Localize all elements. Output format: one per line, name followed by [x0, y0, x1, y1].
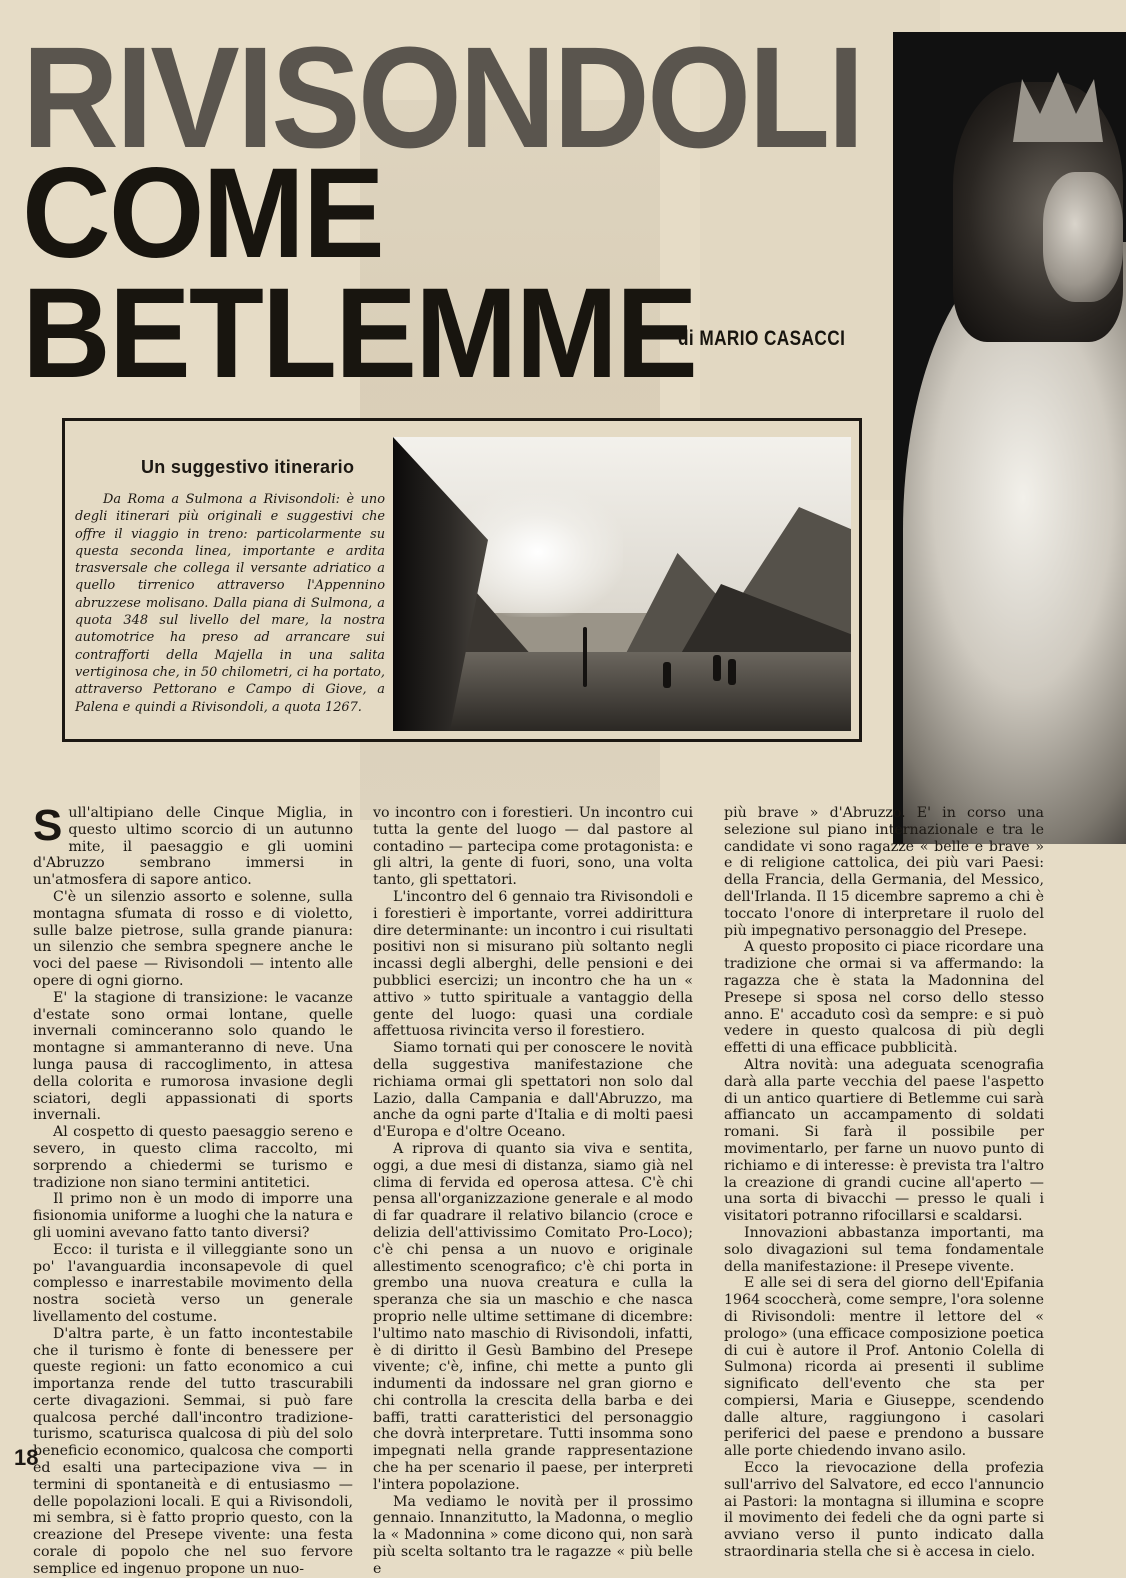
photo-king-costume — [893, 32, 1126, 844]
photo-person — [728, 659, 736, 685]
paragraph: D'altra parte, è un fatto incontestabile che il turismo è fonte di benessere per queste regioni: un fatto economico a cui importanza rende del tutto trascurabili certe divagazioni. Semmai, si può fare qualcosa perché dall'incontro tradizione-turismo, scaturisca qualcosa di più del solo beneficio economico, qualcosa che comporti ed esalti una partecipazione viva — in termini di spontaneità e di entusiasmo — delle popolazioni locali. E qui a Rivisondoli, mi sembra, si è fatto proprio questo, con la creazione del Presepe vivente: una festa corale di popolo che nel suo fervore semplice ed ingenuo propone un nuo- — [33, 1325, 353, 1577]
paragraph: Altra novità: una adeguata scenografia darà alla parte vecchia del paese l'aspetto di un antico quartiere di Betlemme cui sarà affiancato un accampamento di soldati romani. Si farà il possibile per movimentarlo, per farne un nuovo punto di richiamo e di interesse: è prevista tra l'altro la creazione di grandi cucine all'aperto — una sorta di bivacchi — presso le quali i visitatori potranno rifocillarsi e scaldarsi. — [724, 1056, 1044, 1225]
page-number: 18 — [14, 1445, 39, 1470]
article-column-3 — [724, 805, 1044, 1561]
photo-face-shape — [1043, 172, 1123, 302]
paragraph — [33, 801, 353, 889]
article-column-1 — [33, 801, 353, 1578]
paragraph: Innovazioni abbastanza importanti, ma solo divagazioni sul tema fondamentale della manifestazione: il Presepe vivente. — [724, 1224, 1044, 1275]
headline-betlemme: BETLEMME — [22, 262, 697, 405]
inset-box — [62, 418, 862, 742]
paragraph: Al cospetto di questo paesaggio sereno e severo, in questo clima raccolto, mi sorprendo a chiedermi se turismo e tradizione non siano termini antitetici. — [33, 1124, 353, 1191]
paragraph: Ma vediamo le novità per il prossimo gennaio. Innanzitutto, la Madonna, o meglio la « Madonnina » come dicono qui, non sarà più scelta soltanto tra le ragazze « più belle e — [373, 1493, 693, 1577]
byline: di MARIO CASACCI — [678, 327, 846, 350]
drop-cap: S — [33, 801, 63, 850]
photo-train-mountains — [393, 437, 851, 731]
inset-heading: Un suggestivo itinerario — [141, 457, 355, 477]
paragraph: L'incontro del 6 gennaio tra Rivisondoli e i forestieri è importante, vorrei addirittura dire determinante: un incontro i cui risultati positivi non si misurano più soltanto negli incassi degli alberghi, delle pensioni e dei pubblici esercizi; un incontro che ha un « attivo » tutto spirituale a vantaggio della gente del luogo: quasi una cordiale affettuosa rivincita verso il forestiero. — [373, 888, 693, 1040]
paragraph: Ecco la rievocazione della profezia sull'arrivo del Salvatore, ed ecco l'annuncio ai Pastori: la montagna si illumina e scopre il movimento dei fedeli che da ogni parte si avviano verso il punto indicato dalla straordinaria stella che si è accesa in cielo. — [724, 1460, 1044, 1561]
paragraph: E' la stagione di transizione: le vacanze d'estate sono ormai lontane, quelle invernali cominceranno solo quando le montagne si ammanteranno di neve. Una lunga pausa di raccoglimento, in attesa della colorita e rumorosa invasione degli sciatori, degli appassionati di sports invernali. — [33, 989, 353, 1124]
paragraph: vo incontro con i forestieri. Un incontro cui tutta la gente del luogo — dal pastore al contadino — partecipa come protagonista: e gli altri, la gente di fuori, sono, una volta tanto, gli spettatori. — [373, 805, 693, 889]
paragraph: A riprova di quanto sia viva e sentita, oggi, a due mesi di distanza, siamo già nel clima di fervida ed operosa attesa. C'è chi pensa all'organizzazione generale e al modo di far quadrare il relativo bilancio (croce e delizia dell'attivissimo Comitato Pro-Loco); c'è chi pensa a un nuovo e originale allestimento scenografico; c'è chi porta in grembo una nuova creatura e culla la speranza che sia un maschio e che nasca proprio nelle ultime settimane di dicembre: l'ultimo nato maschio di Rivisondoli, infatti, è di diritto il Gesù Bambino del Presepe vivente; c'è, infine, chi mette a punto gli indumenti da indossare nel gran giorno e chi controlla la crescita della barba e dei baffi, tratti caratteristici del personaggio che dovrà interpretare. Tutti insomma sono impegnati nella grande rappresentazione che ha per scenario il paese, per interpreti l'intera popolazione. — [373, 1140, 693, 1493]
paragraph: C'è un silenzio assorto e solenne, sulla montagna sfumata di rosso e di violetto, sulle balze pietrose, sulla grande pianura: un silenzio che sembra spegnere anche le voci del paese — Rivisondoli — intento alle opere di ogni giorno. — [33, 888, 353, 989]
paragraph: Il primo non è un modo di imporre una fisionomia uniforme a luoghi che la natura e gli uomini avevano fatto tanto diversi? — [33, 1191, 353, 1241]
headline-rivisondoli: RIVISONDOLI — [22, 17, 862, 178]
paragraph: A questo proposito ci piace ricordare una tradizione che ormai si va affermando: la ragazza che è stata la Madonnina del Presepe si sposa nel corso dello stesso anno. E' accaduto così da sempre: e si può vedere in questo qualcosa di più degli effetti di una efficace pubblicità. — [724, 939, 1044, 1057]
paragraph: Siamo tornati qui per conoscere le novità della suggestiva manifestazione che richiama ormai gli spettatori non solo dal Lazio, dalla Campania e dall'Abruzzo, ma anche da ogni parte d'Italia e di molti paesi d'Europa e d'oltre Oceano. — [373, 1040, 693, 1141]
paragraph: E alle sei di sera del giorno dell'Epifania 1964 scoccherà, come sempre, l'ora solenne di Rivisondoli: mentre il lettore del « prologo» (una efficace composizione poetica di cui è autore il Prof. Antonio Colella di Sulmona) ricorda ai presenti il sublime significato dell'evento che sta per compiersi, Maria e Giuseppe, scendendo dalle alture, raggiungono i casolari periferici del paese e prendono a bussare alle porte chiedendo invano asilo. — [724, 1275, 1044, 1460]
photo-pole — [583, 627, 587, 687]
photo-person — [663, 662, 671, 688]
paragraph: più brave » d'Abruzzo. E' in corso una selezione sul piano internazionale e tra le candidate vi sono ragazze « belle e brave » e di religione cattolica, dei più vari Paesi: della Francia, della Germania, del Messico, dell'Irlanda. Il 15 dicembre sapremo a chi è toccato l'onore di interpretare il ruolo del più impegnativo personaggio del Presepe. — [724, 805, 1044, 939]
photo-person — [713, 655, 721, 681]
paragraph: Ecco: il turista e il villeggiante sono un po' l'avanguardia inconsapevole di quel complesso e inarrestabile movimento della nostra società verso un generale livellamento del costume. — [33, 1241, 353, 1325]
headline-come: COME — [22, 142, 383, 285]
inset-text: Da Roma a Sulmona a Rivisondoli: è uno degli itinerari più originali e suggestivi che offre il viaggio in treno: particolarmente su questa seconda linea, importante e ardita trasversale che collega il versante adriatico a quello tirrenico attraverso l'Appennino abruzzese molisano. Dalla piana di Sulmona, a quota 348 sul livello del mare, la nostra automotrice ha preso ad arrancare sui contrafforti della Majella in una salita vertiginosa che, in 50 chilometri, ci ha portato, attraverso Pettorano e Campo di Giove, a Palena e quindi a Rivisondoli, a quota 1267. — [75, 492, 385, 715]
article-column-2 — [373, 805, 693, 1578]
paragraph-text: ull'altipiano delle Cinque Miglia, in questo ultimo scorcio di un autunno mite, il paesaggio e gli uomini d'Abruzzo sembrano immersi in un'atmosfera di sapore antico. — [33, 805, 353, 889]
